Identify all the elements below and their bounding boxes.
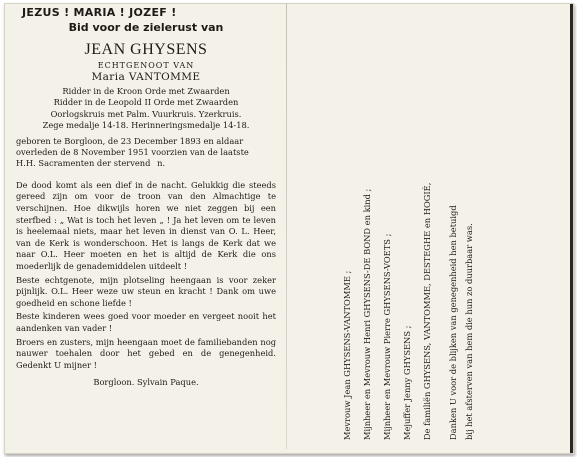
date-line: H.H. Sacramenten der stervend n.	[16, 158, 166, 169]
paragraph: Beste kinderen wees goed voor moeder en vergeet nooit het aandenken van vader !	[16, 311, 276, 333]
mourner-line: Mijnheer en Mevrouw Henri GHYSENS-DE BOND en kind ;	[362, 188, 372, 440]
card-edge	[570, 4, 573, 453]
printer-signature: Borgloon. Sylvain Paque.	[93, 377, 199, 388]
thanks-line: bij het afsterven van hem die hun zo duurbaar was.	[464, 223, 474, 440]
honor-line: Ridder in de Kroon Orde met Zwaarden	[62, 86, 230, 96]
invocation: JEZUS ! MARIA ! JOZEF !	[22, 6, 177, 19]
paragraph: Broers en zusters, mijn heengaan moet de familiebanden nog nauwer toehalen door het gebed en de genegenheid. Gedenkt U mijner !	[16, 336, 276, 370]
spouse-name: Maria VANTOMME	[91, 71, 201, 83]
honor-line: Oorlogskruis met Palm. Vuurkruis. Yzerkruis.	[50, 108, 242, 119]
honor-line: Ridder in de Leopold II Orde met Zwaarden	[53, 97, 239, 108]
date-line: overleden de 8 November 1951 voorzien van de laatste	[16, 147, 249, 158]
paragraph: Beste echtgenote, mijn plotseling heengaan is voor zeker pijnlijk. O.L. Heer weze uw steun en kracht ! Dank om uwe goedheid en schone liefde !	[16, 274, 276, 308]
spouse-label: ECHTGENOOT VAN	[97, 61, 195, 70]
mourner-line: Mejuffer Jenny GHYSENS ;	[402, 325, 412, 440]
left-page	[16, 6, 276, 446]
paragraph: De dood komt als een dief in de nacht. Gelukkig die steeds gereed zijn om voor de troon van den Almachtige te verschijnen. Hoe dikwijls horen we niet zeggen bij een sterfbed : „ Wat is toch het leven „ ! Ja het leven om te leven is heelemaal niets, maar het leven in dienst van O. L. Heer, van de Kerk is wonderschoon. Het is langs de Kerk dat we naar O.L. Heer moeten en het is altijd de Kerk die ons moederlijk de genademiddelen uitdeelt !	[16, 179, 276, 271]
honor-line: Zege medalje 14-18. Herinneringsmedalje 14-18.	[42, 120, 250, 131]
birth-death-dates	[16, 136, 276, 170]
mourner-line: De familiën GHYSENS, VANTOMME, DESTEGHE en HOGIÉ,	[422, 182, 432, 440]
date-line: geboren te Borgloon, de 23 December 1893 en aldaar	[16, 135, 244, 146]
thanks-line: Danken U voor de blijken van genegenheid hen betuigd	[448, 205, 458, 440]
memorial-text	[16, 180, 276, 372]
mourner-line: Mevrouw Jean GHYSENS-VANTOMME ;	[342, 270, 352, 440]
honors-list	[16, 86, 276, 132]
right-page	[300, 20, 560, 440]
card-fold	[286, 3, 287, 449]
mourner-line: Mijnheer en Mevrouw Pierre GHYSENS-VOETS ;	[382, 233, 392, 440]
deceased-name: JEAN GHYSENS	[84, 41, 208, 58]
prayer-heading: Bid voor de zielerust van	[68, 21, 224, 34]
